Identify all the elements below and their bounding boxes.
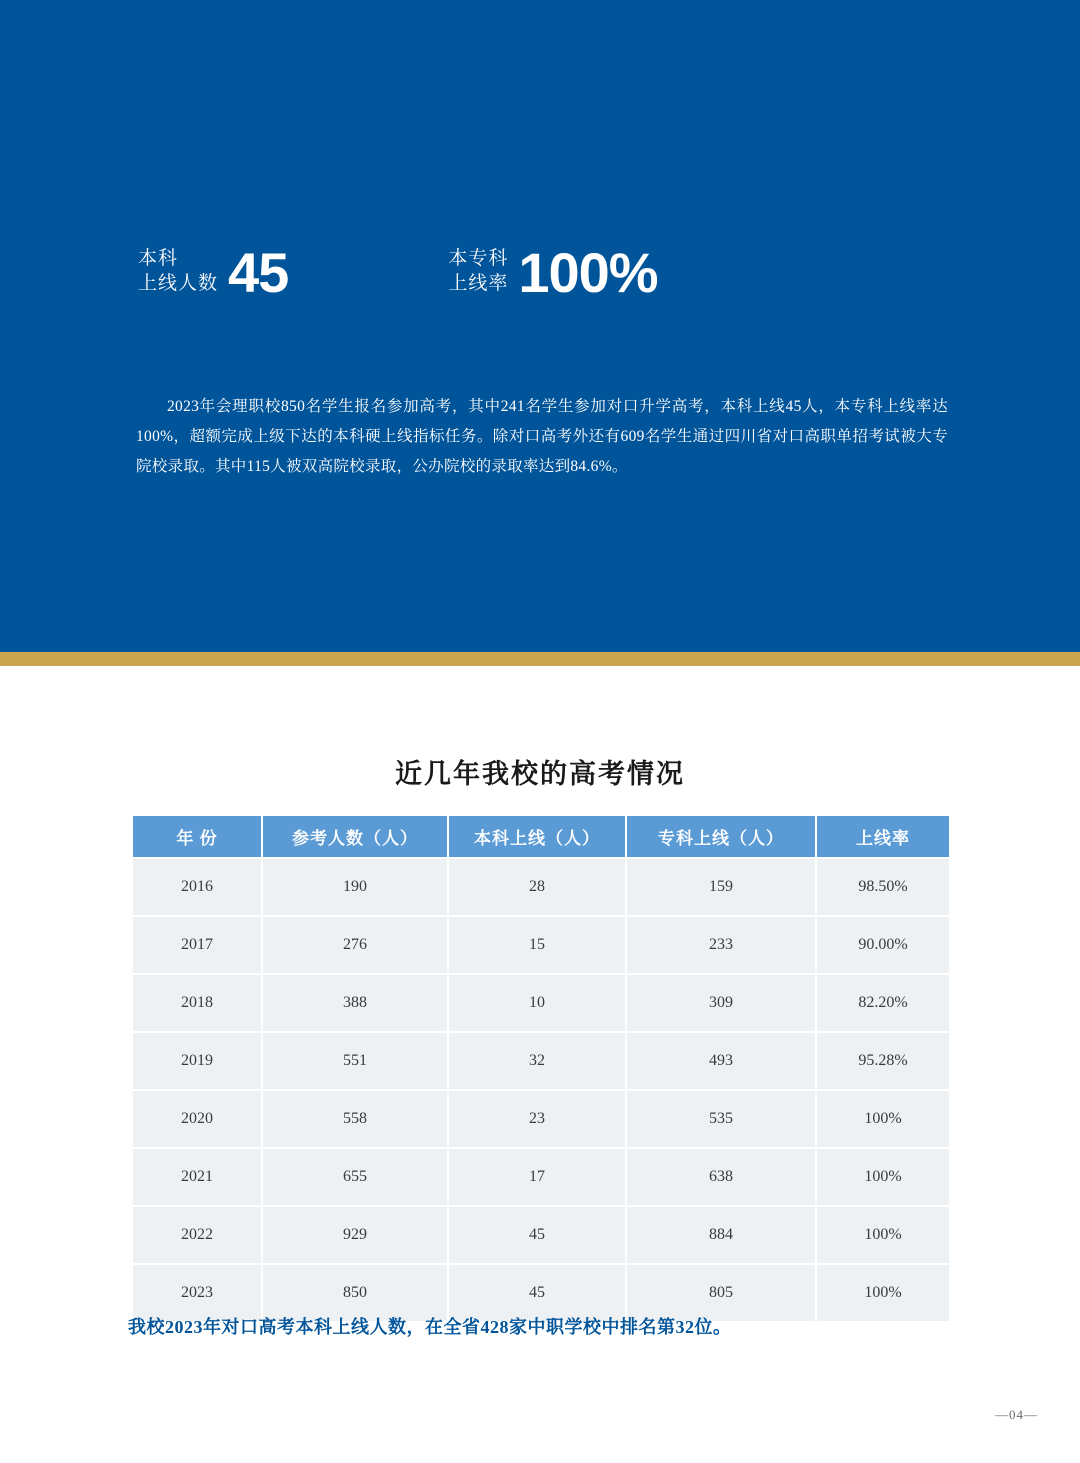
table-cell: 190 bbox=[262, 858, 448, 916]
stat-label-line2: 上线率 bbox=[448, 272, 509, 294]
hero-panel bbox=[0, 0, 1080, 652]
stat-pass-rate bbox=[448, 241, 658, 304]
table-footnote: 我校2023年对口高考本科上线人数，在全省428家中职学校中排名第32位。 bbox=[128, 1317, 732, 1337]
table-cell: 23 bbox=[448, 1090, 626, 1148]
table-cell: 2018 bbox=[132, 974, 262, 1032]
table-cell: 90.00% bbox=[816, 916, 950, 974]
stat-value: 100% bbox=[518, 241, 658, 304]
table-cell: 2016 bbox=[132, 858, 262, 916]
table-cell: 233 bbox=[626, 916, 816, 974]
table-cell: 159 bbox=[626, 858, 816, 916]
table-cell: 100% bbox=[816, 1264, 950, 1322]
table-row bbox=[132, 1148, 950, 1206]
table-cell: 2020 bbox=[132, 1090, 262, 1148]
table-row bbox=[132, 858, 950, 916]
table-header-cell: 上线率 bbox=[816, 815, 950, 858]
stat-label bbox=[138, 246, 218, 301]
table-row bbox=[132, 916, 950, 974]
stat-label-line2: 上线人数 bbox=[138, 272, 219, 294]
table-cell: 2023 bbox=[132, 1264, 262, 1322]
table-header-row bbox=[132, 815, 950, 858]
table-cell: 2021 bbox=[132, 1148, 262, 1206]
table-cell: 388 bbox=[262, 974, 448, 1032]
table-cell: 535 bbox=[626, 1090, 816, 1148]
hero-stats-group bbox=[138, 241, 658, 304]
stat-label-line1: 本科 bbox=[138, 247, 179, 269]
table-cell: 15 bbox=[448, 916, 626, 974]
table-row bbox=[132, 1206, 950, 1264]
stat-undergraduate-count bbox=[138, 241, 289, 304]
stat-label-line1: 本专科 bbox=[448, 247, 509, 269]
table-cell: 558 bbox=[262, 1090, 448, 1148]
table-cell: 17 bbox=[448, 1148, 626, 1206]
table-header-cell: 参考人数（人） bbox=[262, 815, 448, 858]
table-cell: 45 bbox=[448, 1264, 626, 1322]
table-header-cell: 本科上线（人） bbox=[448, 815, 626, 858]
table-cell: 2022 bbox=[132, 1206, 262, 1264]
table-header-cell: 年 份 bbox=[132, 815, 262, 858]
table-cell: 98.50% bbox=[816, 858, 950, 916]
table-cell: 309 bbox=[626, 974, 816, 1032]
table-cell: 276 bbox=[262, 916, 448, 974]
table-cell: 10 bbox=[448, 974, 626, 1032]
table-cell: 32 bbox=[448, 1032, 626, 1090]
table-cell: 655 bbox=[262, 1148, 448, 1206]
stat-value: 45 bbox=[228, 241, 289, 304]
stat-label bbox=[448, 246, 508, 301]
table-cell: 100% bbox=[816, 1206, 950, 1264]
table-cell: 95.28% bbox=[816, 1032, 950, 1090]
table-cell: 551 bbox=[262, 1032, 448, 1090]
gaokao-results-table bbox=[131, 814, 951, 1323]
table-cell: 2019 bbox=[132, 1032, 262, 1090]
table-row bbox=[132, 1032, 950, 1090]
table-cell: 100% bbox=[816, 1090, 950, 1148]
page-number: —04— bbox=[995, 1407, 1038, 1422]
table-row bbox=[132, 974, 950, 1032]
table-cell: 45 bbox=[448, 1206, 626, 1264]
hero-description-paragraph: 2023年会理职校850名学生报名参加高考，其中241名学生参加对口升学高考，本科上线45人，本专科上线率达100%，超额完成上级下达的本科硬上线指标任务。除对口高考外还有609名学生通过四川省对口高职单招考试被大专院校录取。其中115人被双高院校录取，公办院校的录取率达到84.6%。 bbox=[136, 398, 948, 475]
table-cell: 82.20% bbox=[816, 974, 950, 1032]
table-cell: 100% bbox=[816, 1148, 950, 1206]
table-row bbox=[132, 1090, 950, 1148]
table-cell: 884 bbox=[626, 1206, 816, 1264]
table-cell: 493 bbox=[626, 1032, 816, 1090]
gold-divider bbox=[0, 652, 1080, 666]
table-cell: 28 bbox=[448, 858, 626, 916]
table-cell: 2017 bbox=[132, 916, 262, 974]
table-cell: 929 bbox=[262, 1206, 448, 1264]
table-header-cell: 专科上线（人） bbox=[626, 815, 816, 858]
table-cell: 850 bbox=[262, 1264, 448, 1322]
page-title: 近几年我校的高考情况 bbox=[395, 759, 685, 789]
table-cell: 638 bbox=[626, 1148, 816, 1206]
table-cell: 805 bbox=[626, 1264, 816, 1322]
